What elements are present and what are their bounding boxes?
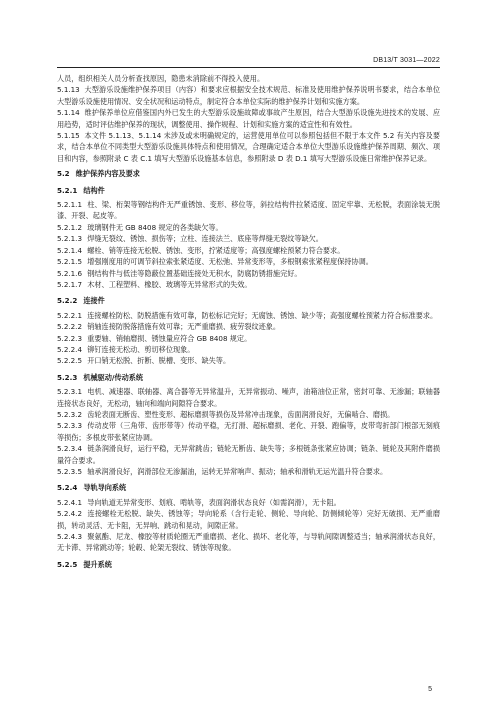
clause-number: 5.2.1.5 xyxy=(57,257,82,267)
clause-number: 5.2.2.5 xyxy=(57,356,82,366)
clause-item xyxy=(57,333,440,344)
clause-item xyxy=(57,245,440,256)
section-title: 机械驱动/传动系统 xyxy=(83,372,144,382)
section-heading xyxy=(57,185,440,196)
clause-number: 5.2.1.4 xyxy=(57,245,82,255)
clause-number: 5.2.3.3 xyxy=(57,421,82,431)
section-title: 导轨导向系统 xyxy=(83,483,127,493)
clause-text: 电机、减速器、联轴器、离合器等无异常温升，无异常振动、噪声，油箱油位正常，密封可靠、无渗漏；联轴器连接状态良好，无松动，轴向和端向间隙符合要求。 xyxy=(57,387,440,408)
section-title: 结构件 xyxy=(83,185,105,195)
page-number: 5 xyxy=(428,686,432,693)
paragraph xyxy=(57,84,440,107)
section-number: 5.2.5 xyxy=(57,559,78,569)
section-number: 5.2 xyxy=(57,169,70,179)
clause-text: 螺栓、销等连接无松脱、锈蚀、变形，拧紧适度等；高强度螺栓预紧力符合要求。 xyxy=(87,245,345,255)
clause-text: 增强刚度用的可调节斜拉索张紧适度、无松弛、异常变形等，多根钢索张紧程度保持协调。 xyxy=(87,257,373,267)
section-heading xyxy=(57,295,440,306)
section-heading xyxy=(57,559,440,570)
clause-text: 玻璃钢件无 GB 8408 规定的各类缺欠等。 xyxy=(87,222,223,232)
clause-number: 5.2.2.1 xyxy=(57,310,82,320)
section-number: 5.2.3 xyxy=(57,372,78,382)
clause-text: 连接螺栓无松脱、缺失、锈蚀等；导向轮系（含行走轮、侧轮、导向轮、防侧倾轮等）完好无破损、无严重磨损，转动灵活、无卡阻，无异响、跳动和晃动，间隙正常。 xyxy=(57,509,440,530)
clause-item xyxy=(57,199,440,222)
clause-number: 5.2.3.5 xyxy=(57,467,82,476)
clause-item xyxy=(57,386,440,409)
clause-text: 齿轮表面无断齿、塑性变形、超标磨损等损伤及异常冲击现象，齿面润滑良好，无偏啮合、磨损。 xyxy=(87,409,395,419)
clause-item xyxy=(57,321,440,332)
clause-number: 5.2.1.3 xyxy=(57,234,82,244)
clause-text: 大型游乐设施维护保养项目（内容）和要求应根据安全技术规范、标准及使用维护保养说明书要求，结合本单位大型游乐设施使用情况、安全状况和运动特点，制定符合本单位实际的维护保养计划和实施方案。 xyxy=(57,85,440,106)
clause-number: 5.2.3.4 xyxy=(57,444,82,454)
clause-number: 5.2.3.1 xyxy=(57,387,82,397)
clause-item xyxy=(57,233,440,244)
clause-text: 开口销无松脱、折断、脱槽、变形、缺失等。 xyxy=(87,356,231,366)
clause-text: 木材、工程塑料、橡胶、玻璃等无异常形式的失效。 xyxy=(87,279,252,289)
clause-item xyxy=(57,466,440,477)
clause-text: 本文件 5.1.13、5.1.14 未涉及或未明确规定的，运营使用单位可以参照包括但不限于本文件 5.2 有关内容及要求，结合本单位不同类型大型游乐设施具体特点和使用情况，合理确定适合本单位大型游乐设施维护保养周期、频次、项目和内容，参照附录 C 表 C.1 填写大型游乐设施基本信息，参照附录 D 表 D.1 填写大型游乐设施日常维护保养记录。 xyxy=(57,131,440,163)
section-number: 5.2.2 xyxy=(57,296,78,306)
section-title: 连接件 xyxy=(83,296,105,306)
clause-number: 5.2.1.6 xyxy=(57,268,82,278)
clause-item xyxy=(57,420,440,443)
clause-item xyxy=(57,355,440,366)
clause-number: 5.2.2.2 xyxy=(57,322,82,332)
clause-text: 钢结构件与低洼等隐蔽位置基础连接处无积水，防腐防锈措施完好。 xyxy=(87,268,302,278)
clause-text: 焊缝无裂纹、锈蚀、损伤等；立柱、连接法兰、底座等焊缝无裂纹等缺欠。 xyxy=(87,234,323,244)
clause-text: 维护保养单位应借鉴国内外已发生的大型游乐设施故障或事故产生原因，结合大型游乐设施先进技术的发展、应用趋势，适时评估维护保养的现状，调整使用、操作规程、计划和实施方案的适宜性和有效性。 xyxy=(57,108,440,129)
clause-text: 链条润滑良好，运行平稳，无异常跳齿；链轮无断齿、缺失等；多根链条张紧应协调；链条、链轮及其附件磨损量符合要求。 xyxy=(57,444,440,465)
section-heading xyxy=(57,168,440,179)
clause-number: 5.2.2.4 xyxy=(57,344,82,354)
section-title: 提升系统 xyxy=(83,559,112,569)
clause-item xyxy=(57,497,440,508)
section-number: 5.2.1 xyxy=(57,185,78,195)
section-number: 5.2.4 xyxy=(57,483,78,493)
document-code: DB13/T 3031—2022 xyxy=(373,57,440,64)
clause-item xyxy=(57,279,440,290)
clause-number: 5.2.4.3 xyxy=(57,532,82,542)
section-heading xyxy=(57,372,440,383)
clause-text: 柱、梁、桁架等钢结构件无严重锈蚀、变形、移位等，斜拉结构件拉紧适度、固定牢靠、无松脱，表面涂装无脱漆、开裂、起皮等。 xyxy=(57,200,440,221)
clause-number: 5.2.2.3 xyxy=(57,333,82,343)
clause-text: 聚氨酯、尼龙、橡胶等材质轮圈无严重磨损、老化、损坏、老化等，与导轨间隙调整适当；轴承润滑状态良好，无卡滞、异常跳动等；轮毂、轮架无裂纹、锈蚀等现象。 xyxy=(57,532,440,553)
clause-item xyxy=(57,222,440,233)
section-heading xyxy=(57,482,440,493)
clause-item xyxy=(57,531,440,554)
paragraph xyxy=(57,130,440,164)
clause-item xyxy=(57,256,440,267)
clause-item xyxy=(57,508,440,531)
paragraph xyxy=(57,107,440,130)
clause-text: 轴承润滑良好，润滑部位无渗漏油，运转无异常响声、振动；轴承和滑轨无运光温升符合要求。 xyxy=(87,467,388,476)
clause-number: 5.2.1.7 xyxy=(57,279,82,289)
clause-text: 铆钉连接无松动、剪切移位现象。 xyxy=(87,344,195,354)
header-rule xyxy=(57,67,440,68)
clause-number: 5.1.14 xyxy=(57,108,80,118)
clause-number: 5.2.1.1 xyxy=(57,200,82,210)
clause-text: 连接螺栓防松、防脱措施有效可靠，防松标记完好；无腐蚀、锈蚀、缺少等；高强度螺栓预紧力符合标准要求。 xyxy=(87,310,438,320)
clause-number: 5.2.4.2 xyxy=(57,509,82,519)
clause-text: 传动皮带（三角带、齿形带等）传动平稳，无打滑、超标磨损、老化、开裂、跑偏等，皮带弯折部门根部无刻痕等损伤；多根皮带张紧应协调。 xyxy=(57,421,440,442)
clause-item xyxy=(57,443,440,466)
clause-text: 重要轴、销轴磨损、锈蚀量应符合 GB 8408 规定。 xyxy=(87,333,252,343)
document-body xyxy=(57,73,440,573)
clause-item xyxy=(57,409,440,420)
paragraph xyxy=(57,73,440,84)
clause-item xyxy=(57,310,440,321)
clause-text: 导向轨道无异常变形、划痕、啃轨等，表面润滑状态良好（如需润滑），无卡阻。 xyxy=(87,497,341,507)
clause-number: 5.1.15 xyxy=(57,131,80,141)
clause-number: 5.1.13 xyxy=(57,85,80,95)
clause-number: 5.2.3.2 xyxy=(57,409,82,419)
clause-number: 5.2.1.2 xyxy=(57,222,82,232)
clause-item xyxy=(57,344,440,355)
section-title: 维护保养内容及要求 xyxy=(75,169,140,179)
clause-number: 5.2.4.1 xyxy=(57,497,82,507)
clause-text: 销轴连接防脱落措施有效可靠；无严重磨损、疲劳裂纹迹象。 xyxy=(87,322,281,332)
clause-text: 人员，组织相关人员分析查找原因，隐患未消除前不得投入使用。 xyxy=(57,74,265,83)
clause-item xyxy=(57,268,440,279)
